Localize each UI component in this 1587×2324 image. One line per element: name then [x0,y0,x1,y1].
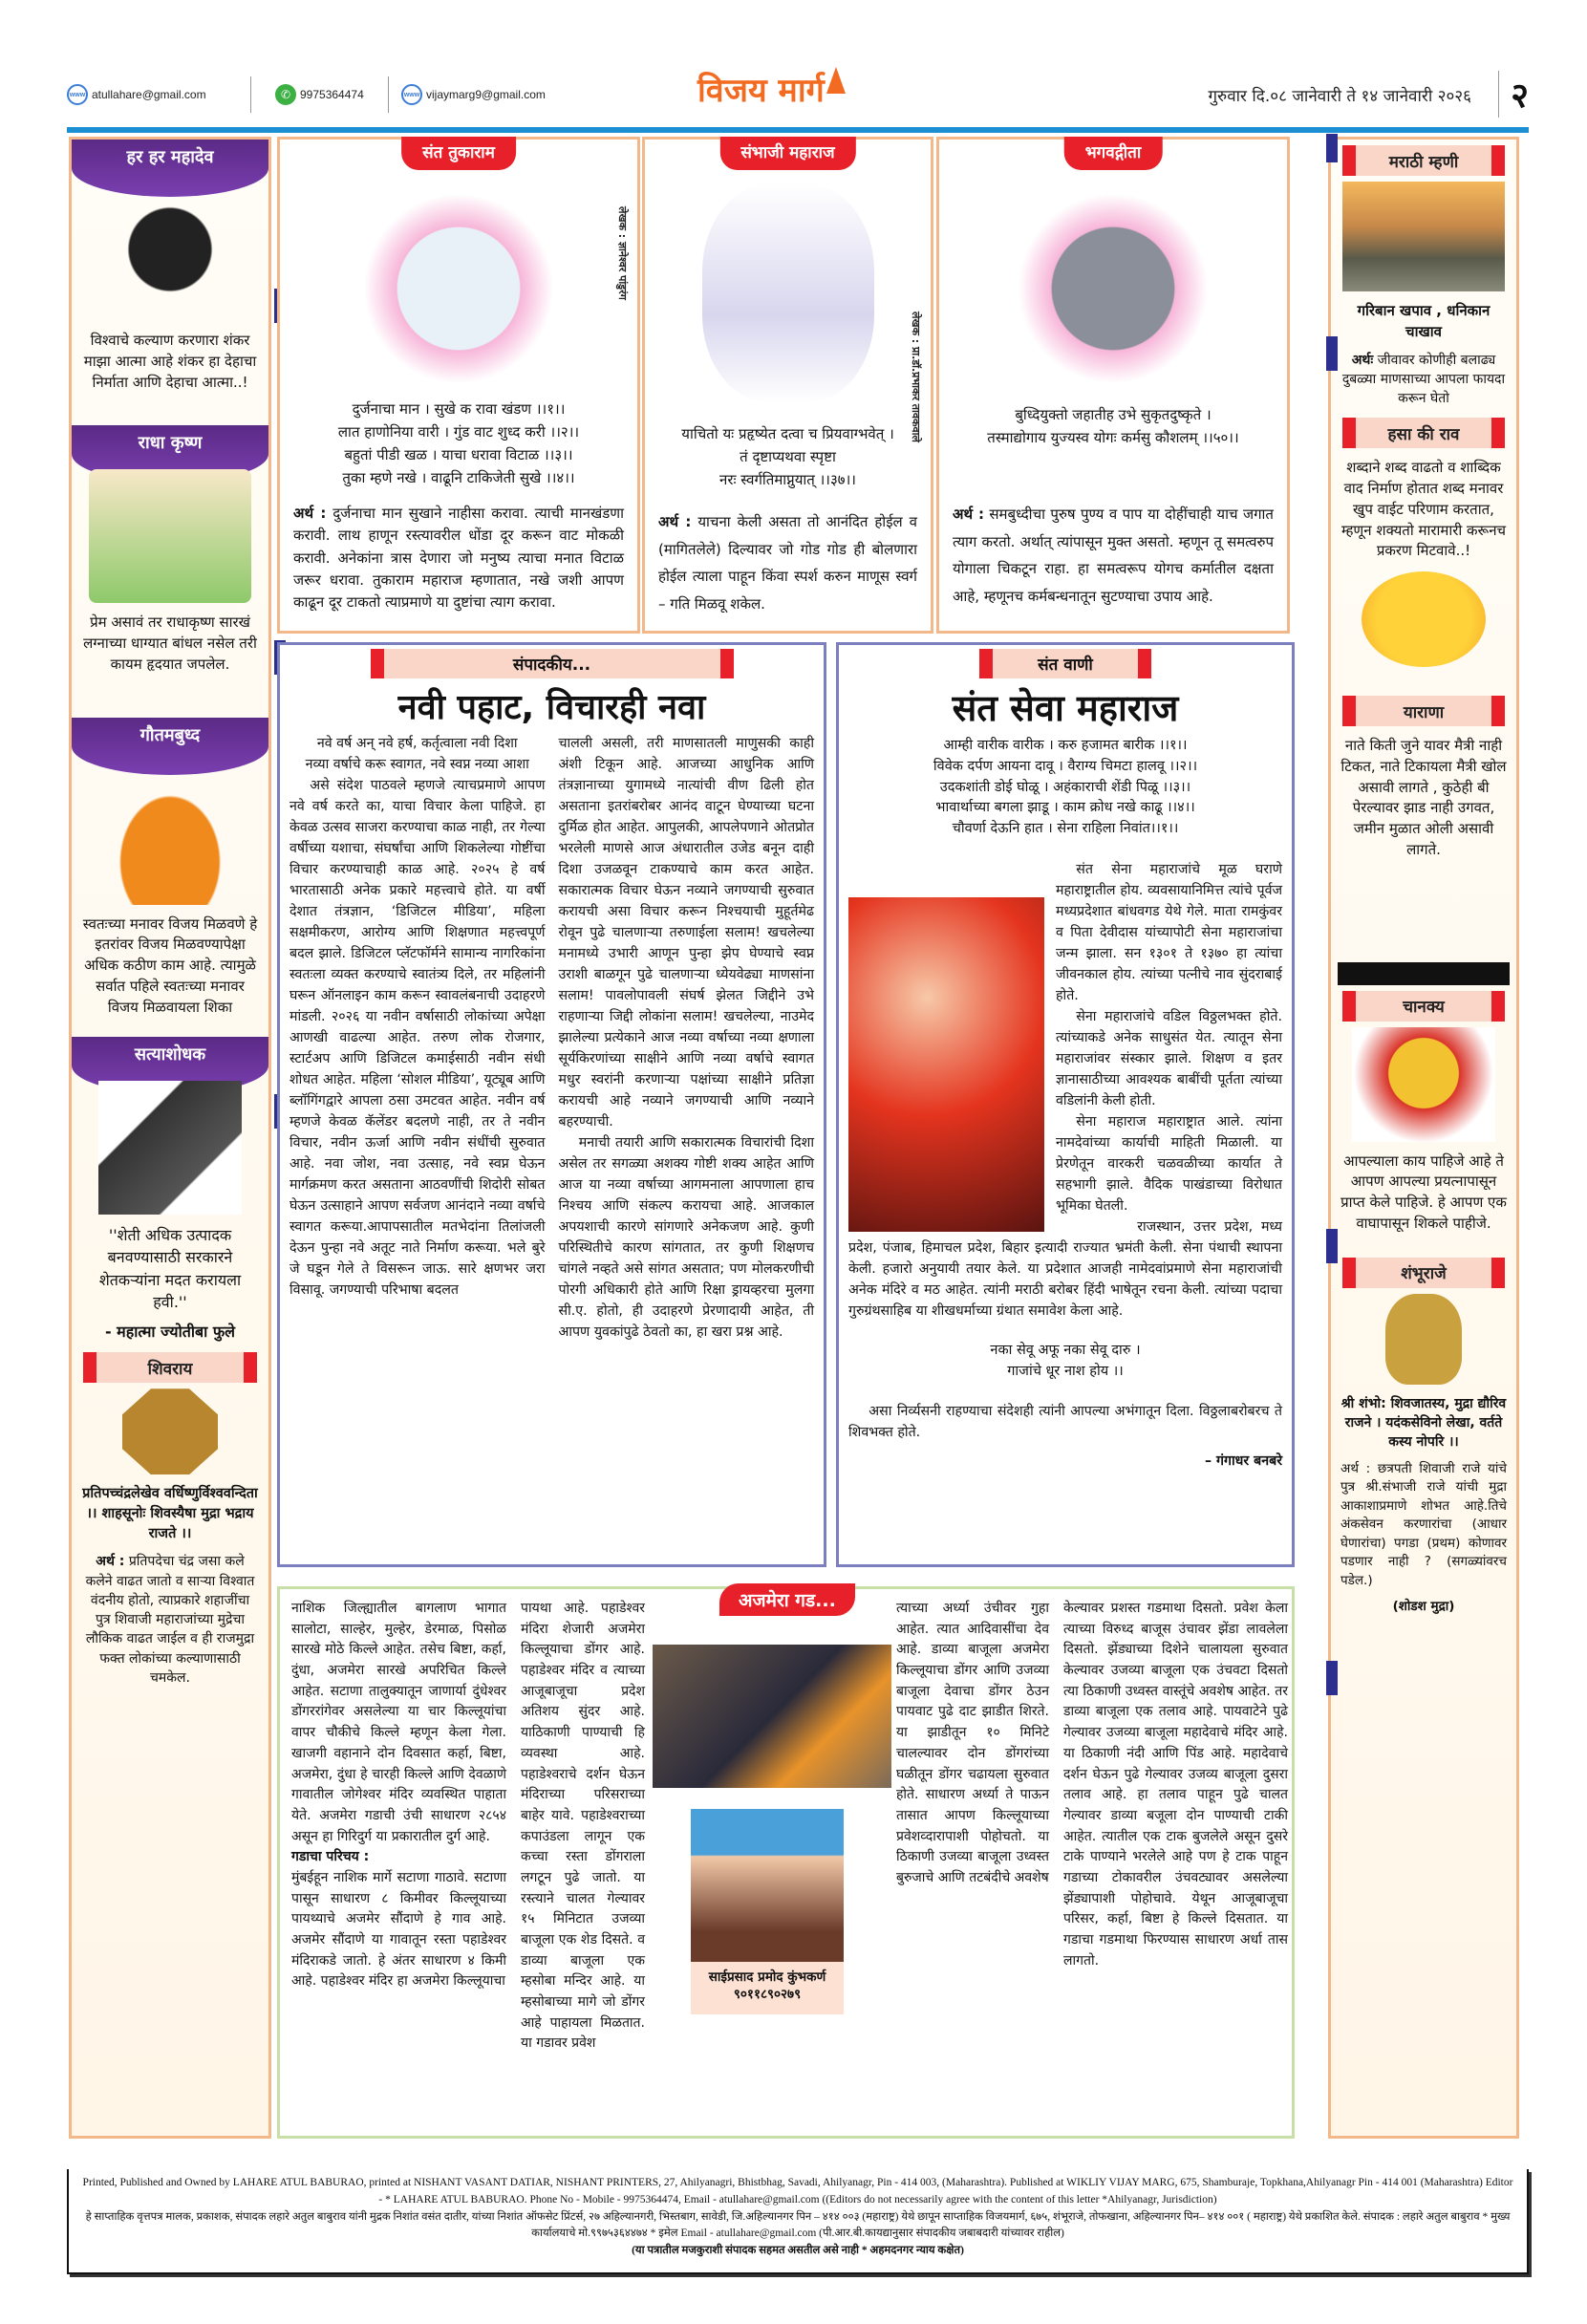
right-sidebar [1328,137,1519,2139]
article-title: नवी पहाट, विचारही नवा [397,688,706,727]
page-number: २ [1498,71,1529,118]
paragraph: नाशिक जिल्ह्यातील बागलाण भागात सालोटा, साल्हेर, मुल्हेर, डेरमाळ, पिसोळ सारखे मोठे किल्ले आहेत. तसेच बिष्टा, कर्हा, दुंधा, अजमेरा सारखे अपरिचित किल्ले आहेत. सटाणा तालुक्यातून जाणार्या दुंधेश्वर डोंगररांगेवर असलेल्या या चार किल्लूयांचा वापर चौकीचे किल्ले म्हणून केला गेला. खाजगी वहानाने दोन दिवसात कर्हा, बिष्टा, अजमेरा, दुंधा हे चारही किल्ले आणि देवळाणे गावातील जोगेश्वर मंदिर व्यवस्थित पाहाता येते. अजमेरा गडाची उंची साधारण २८५४ असून हा गिरिदुर्ग या प्रकारातील दुर्ग आहे. [291,1601,506,1844]
author-credit: लेखक : ज्ञानेश्वर पांडुरंग [616,206,629,300]
panel-title: याराणा [1342,696,1505,726]
meaning-label: अर्थ : [953,506,984,523]
column-marker [1326,336,1338,371]
sambhaji-box [642,137,933,634]
krishna-arjuna-image [1018,193,1209,384]
imprint-marathi: हे साप्ताहिक वृत्तपत्र मालक, प्रकाशक, संपादक लहारे अतुल बाबुराव यांनी मुद्रक निशांत वसंत दातीर, यांच्या निशांत ऑफसेट प्रिंटर्स, २७ अहिल्यानगरी, भिस्तबाग, सावेडी, जि.अहिल्यानगर पिन – ४१४ ००३ (महाराष्ट्र) येथे छापून साप्ताहिक विजयमार्ग, ६७५, शंभूराजे, तोफखाना, अहिल्यानगर पिन– ४१४ ००१ ( महाराष्ट्र) येथे प्रकाशित केले. संपादक : लहारे अतुल बाबुराव * मुख्य कार्यालयाचे मो.९९७५३६४४७४ * इमेल Email - atullahare@gmail.com (पी.आर.बी.कायद्यानुसार संपादकीय जबाबदारी यांच्यावर राहील) [85,2210,1511,2240]
column-marker [1326,1661,1338,1695]
paragraph: मुंबईहून नाशिक मार्गे सटाणा गाठावे. सटाणा पासून साधारण ८ किमीवर किल्लूयाच्या पायथ्याचे अजमेर सौंदाणे हे गाव आहे. अजमेर सौंदाणे या गावातून रस्ता पहाडेश्वर मंदिराकडे जातो. हे अंतर साधारण ४ किमी आहे. पहाडेश्वर मंदिर हा अजमेरा किल्लूयाचा [291,1869,506,1990]
www-globe-icon: www [401,84,422,105]
verse-line: लात हाणोनिया वारी । गुंड वाट शुध्द करी ।।२।। [337,423,580,441]
intro-line: नवे वर्ष अन् नवे हर्ष, कर्तृत्वाला नवी दिशा [316,736,518,751]
article-author: – गंगाधर बनबरे [1204,1453,1282,1470]
divider [250,76,251,113]
yarana-panel [1331,696,1516,985]
phone-contact[interactable] [275,84,364,105]
abhang-verses [280,398,637,489]
shloka [645,422,931,491]
panel-title: राधा कृष्ण [72,425,268,483]
author-caption [691,1962,844,2014]
sant-sena-image [848,897,1044,1232]
box-title: संभाजी महाराज [719,137,855,170]
verse-line: तुका म्हणे नखे । वाढूनि टाकिजेती सुखे ।।४।। [342,469,575,486]
chanakya-image [1352,1027,1495,1142]
verse-line: भावार्थाच्या बगला झाडू । काम क्रोध नखे काढू ।।४।। [935,800,1195,816]
panel-text: प्रेम असावं तर राधाकृष्ण सारखं लग्नाच्या धाग्यात बांधल नसेल तरी कायम हृदयात जपलेल. [83,613,257,673]
paragraph: केल्यावर प्रशस्त गडमाथा दिसतो. प्रवेश केला त्याच्या विरुध्द बाजूस उंचावर झेंडा लावलेला दिसतो. झेंड्याच्या दिशेने चालायला सुरुवात केल्यावर उजव्या बाजूला एक उंचवटा दिसतो त्या ठिकाणी उध्वस्त वास्तूंचे अवशेष आहेत. तर डाव्या बाजूला एक तलाव आहे. पायवाटेने पुढे गेल्यावर उजव्या बाजूला महादेवाचे मंदिर आहे. या ठिकाणी नंदी आणि पिंड आहे. महादेवाचे दर्शन घेऊन पुढे गेल्यावर उजव्य बाजूला दुसरा तलाव आहे. हा तलाव पाहून पुढे चालत गेल्यावर डाव्या बजूला दोन पाण्याची टाकी आहेत. त्यातील एक टाक बुजलेले असून दुसरे टाके पाण्याने भरलेले आहे पण हे टाक पाहून गडाच्या टोकावरील उंचवट्यावर असलेल्या झेंड्यापाशी पोहोचावे. येथून आजूबाजूचा परिसर, कर्हा, बिष्टा हे किल्ले दिसतात. या गडाचा गडमाथा फिरण्यास साधारण अर्धा तास लागतो. [1063,1601,1288,1969]
phule-image [98,1081,242,1215]
author-credit: लेखक : प्रा.डॉ.प्रभाकर तावकवाले [910,312,922,442]
panel-title: मराठी म्हणी [1342,145,1505,176]
verse-line: विवेक दर्पण आयना दावू । वैराग्य चिमटा हालवू ।।२।। [933,758,1198,774]
verse-line: उदकशांती डोई घोळू । अहंकाराची शेंडी पिळू ।।३।। [939,779,1191,795]
seal-verse: प्रतिपच्चंद्रलेखेव वर्धिष्णुर्विश्ववन्दिता ।। शाहसूनोः शिवस्यैषा मुद्रा भद्राय राजते ।। [82,1486,258,1542]
box-title: संत तुकाराम [401,137,516,170]
meaning-text: याचना केली असता तो आनंदित होईल व (मागितलेले) दिल्यावर जो गोड गोड ही बोलणारा होईल त्याला पाहून किंवा स्पर्श करुन माणूस स्वर्ग – गति मिळवू शकेल. [658,513,917,613]
intro-line: नव्या वर्षाचे करू स्वागत, नवे स्वप्न नव्या आशा [305,757,529,772]
tukaram-image [363,193,554,384]
email-contact[interactable] [67,84,206,105]
verse-line: याचितो यः प्रहृष्येत दत्वा च प्रियवाग्भवेत् । [681,425,894,442]
bullock-cart-image [1342,182,1505,291]
subheading: गडाचा परिचय : [291,1849,370,1865]
jumping-friends-image [1338,871,1510,985]
panel-title: हसा की राव [1342,418,1505,448]
panel-text: स्वतःच्या मनावर विजय मिळवणे हे इतरांवर विजय मिळवण्यापेक्षा अधिक कठीण काम आहे. त्यामुळे सर्वात पहिले स्वतःच्या मनावर विजय मिळवायला शिका [82,915,258,1016]
phone-number[interactable]: 9975364474 [300,88,364,101]
meaning-label: अर्थ : [658,513,692,530]
verse-line: तं दृष्टाप्यथवा स्पृष्टा [740,448,836,465]
section-label: संपादकीय... [371,649,734,678]
panel-text: विश्वाचे कल्याण करणारा शंकर माझा आत्मा आहे शंकर हा देहाचा निर्माता आणि देहाचा आत्मा..! [83,332,257,391]
meaning-text: समबुध्दीचा पुरुष पुण्य व पाप या दोहींचाही याच जगात त्याग करतो. अर्थात् त्यांपासून मुक्त असतो. म्हणून तू समत्वरुप योगाला चिकटून राहा. हा समत्वरूप योगच कर्मातील दक्षता आहे, म्हणूनच कर्मबन्धनातून सुटण्याचा उपाय आहे. [953,506,1274,605]
paragraph: त्याच्या अर्ध्या उंचीवर गुहा आहेत. त्यात आदिवासींचा देव आहे. डाव्या बाजूला अजमेरा किल्लूयाचा डोंगर आणि उजव्या बाजूला देवाचा डोंगर ठेउन पायवाट पुढे दाट झाडीत शिरते. या झाडीतून १० मिनिटे चालल्यावर दोन डोंगरांच्या घळीतून डोंगर चढायला सुरुवात होते. साधारण अर्ध्या ते पाऊन तासात आपण किल्लूयाच्या प्रवेशव्दारापाशी पोहोचतो. या ठिकाणी उजव्या बाजूला उध्वस्त बुरुजाचे आणि तटबंदीचे अवशेष [896,1601,1049,1885]
panel-title: शिवराय [83,1352,257,1383]
verse-line: तस्माद्योगाय युज्यस्व योगः कर्मसु कौशलम् ।।५०।। [987,429,1239,446]
verse-line: चौवर्णा देऊनि हात । सेना राहिला निवांत।।१।। [952,821,1179,836]
santvani-article [836,642,1295,1567]
proverb-meaning: जीवावर कोणीही बलाढ्य दुबळ्या माणसाच्या आपला फायदा करून घेतो [1341,352,1506,407]
mudra-meaning: अर्थ : छत्रपती शिवाजी राजे यांचे पुत्र श्री.संभाजी राजे यांची मुद्रा आकाशाप्रमाणे शोभत आहे.तिचे अंकसेवन करणारांचा (आधार घेणारांचा) पगडा (प्रथम) कोणावर पडणार नाही ? (सगळ्यांवरच पडेल.) [1340,1460,1507,1588]
seal-meaning: प्रतिपदेचा चंद्र जसा कले कलेने वाढत जातो व साऱ्या विश्वात वंदनीय होतो, त्याप्रकारे शहाजींचा पुत्र शिवाजी महाराजांच्या मुद्रेचा लौकिक वाढत जाईल व ही राजमुद्रा फक्त लोकांच्या कल्याणासाठी चमकेल. [85,1554,255,1687]
paragraph: असे संदेश पाठवले म्हणजे त्याचप्रमाणे आपण नवे वर्ष करते का, याचा विचार केला पाहिजे. हा केवळ उत्सव साजरा करण्याचा काळ नाही, तर गेल्या वर्षीच्या यशाचा, संघर्षांचा आणि शिकलेल्या गोष्टींचा विचार करण्याचाही काळ आहे. २०२५ हे वर्ष भारतासाठी अनेक प्रकारे महत्त्वाचे होते. या वर्षी देशात तंत्रज्ञान, ‘डिजिटल मीडिया’, महिला सक्षमीकरण, आरोग्य आणि शिक्षणात महत्त्वपूर्ण बदल झाले. डिजिटल प्लॅटफॉर्मने सामान्य नागरिकांना स्वतःला व्यक्त करण्याचे स्वातंत्र्य दिले, तर महिलांनी घरून ऑनलाइन काम करून स्वावलंबनाची उदाहरणे मांडली. २०२६ या नवीन वर्षासाठी लोकांच्या अपेक्षा आणखी वाढल्या आहेत. तरुण लोक रोजगार, स्टार्टअप आणि डिजिटल कमाईसाठी नवीन संधी शोधत आहेत. महिला ‘सोशल मीडिया’, यूट्यूब आणि ब्लॉगिंगद्वारे आपला ठसा उमटवत आहेत. नवीन वर्ष म्हणजे केवळ कॅलेंडर बदलणे नाही, तर ते नवीन विचार, नवीन ऊर्जा आणि नवीन संधींची सुरुवात आहे. नवा जोश, नवा उत्साह, नवे स्वप्न घेऊन मार्गक्रमण करत असताना आठवणींची शिदोरी सोबत घेऊन उत्साहाने आपण सर्वजण आनंदाने नव्या वर्षाचे स्वागत करूया.आपापसातील मतभेदांना तिलांजली देऊन पुन्हा नवे अतूट नाते निर्माण करूया. भले बुरे जे घडून गेले ते विसरून जाऊ. सारे क्षणभर जरा विसावू. जगण्याची परिभाषा बदलत [290,778,546,1298]
chanakya-quote: आपल्याला काय पाहिजे आहे ते आपण आपल्या प्रयत्नापासून प्राप्त केले पाहिजे. हे आपण एक वाघापासून शिकले पाहीजे. [1340,1151,1507,1232]
email-1[interactable]: atullahare@gmail.com [92,88,206,101]
panel-title: गौतमबुध्द [72,718,268,775]
mudra-tag: (शोडश मुद्रा) [1392,1599,1455,1615]
rajmudra-image [122,1388,218,1474]
author-phone: ९०११८९०२७९ [733,1987,802,2002]
verse-line: बुध्दियुक्तो जहातीह उभे सुकृतदुष्कृते । [1015,406,1212,423]
laughing-emoji-image [1362,571,1486,667]
buddha-image [94,762,247,905]
verse-line: नका सेवू अफू नका सेवू दारु । [990,1342,1141,1358]
panel-title: शंभूराजे [1342,1258,1505,1288]
gita-box [936,137,1290,634]
quote-author: - महात्मा ज्योतीबा फुले [104,1323,236,1341]
joke-text: शब्दाने शब्द वाढतो व शाब्दिक वाद निर्माण होतात शब्द मनावर खुप वाईट परिणाम करतात, म्हणून शक्यतो मारामारी करूनच प्रकरण मिटवावे..! [1340,459,1507,560]
friendship-text: नाते किती जुने यावर मैत्री नाही टिकत, नाते टिकायला मैत्री खोल असावी लागते , कुठेही बी पेरल्यावर झाड नाही उगवत, जमीन मुळात ओली असावी लागते. [1340,737,1507,858]
panel-title: हर हर महादेव [72,140,268,197]
radhakrishna-panel [72,425,268,678]
paragraph: राजस्थान, उत्तर प्रदेश, मध्य प्रदेश, पंजाब, हिमाचल प्रदेश, बिहार इत्यादी राज्यात भ्रमंती केली. सेना पंथाची स्थापना केली. हजारो अनुयायी तयार केले. या प्रदेशात आजही नामेदवांप्रमाणे सेना महाराजांची अनेक मंदिरे व मठ आहेत. त्यांनी मराठी बरोबर हिंदी भाषेतून रचना केली. त्यांच्या पदाचा गुरुग्रंथसाहिब या शीखधर्माच्या ग्रंथात समावेश केला आहे. [848,1218,1282,1319]
paragraph: सेना महाराज महाराष्ट्रात आले. त्यांना नामदेवांच्या कार्याची माहिती मिळाली. या प्रेरणेतून वारकरी चळवळीच्या कार्यात ते सहभागी झाले. वैदिक पाखंडाच्या विरोधात भूमिका घेतली. [1056,1113,1282,1214]
ajmera-col-3 [896,1599,1049,1889]
hasa-panel [1331,418,1516,667]
disclaimer: (या पत्रातील मजकुराशी संपादक सहमत असतील असे नाही * अहमदनगर न्याय कक्षेत) [632,2245,964,2257]
www-globe-icon: www [67,84,88,105]
section-label: संत वाणी [979,649,1151,678]
verse-line: दुर्जनाचा मान । सुखे क रावा खंडण ।।१।। [352,400,566,418]
tukaram-box [277,137,640,634]
meaning-text: दुर्जनाचा मान सुखाने नाहीसा करावा. त्याची मानखंडणा करावी. लाथ हाणून रस्त्यावरील धोंडा दूर करून वाट मोकळी करावी. अनेकांना त्रास देणारा जो मनुष्य त्याचा मनात विटाळ जरूर धरावा. तुकाराम महाराज म्हणातात, नखे जशी आपण काढून दूर टाकतो त्याप्रमाणे या दुष्टांचा त्याग करावा. [293,505,624,611]
abhang [839,736,1292,840]
ajmera-col-1 [291,1599,506,1992]
flag-icon [826,67,846,94]
paragraph: पायथा आहे. पहाडेश्वर मंदिरा शेजारी अजमेरा किल्लूयाचा डोंगर आहे. पहाडेश्वर मंदिर व त्याच्या आजूबाजूचा प्रदेश अतिशय सुंदर आहे. याठिकाणी पाण्याची हि व्यवस्था आहे. पहाडेश्वराचे दर्शन घेऊन मंदिराच्या परिसराच्या बाहेर यावे. पहाडेश्वराच्या कपाउंडला लागून एक कच्चा रस्ता डोंगराला लगटून पुढे जातो. या रस्त्याने चालत गेल्यावर १५ मिनिटात उजव्या बाजूला एक शेड दिसते. व डाव्या बाजूला एक म्हसोबा मन्दिर आहे. या म्हसोबाच्या मागे जो डोंगर आहे पाहायला मिळतात. या गडावर प्रवेश [521,1601,645,2052]
imprint-footer [67,2169,1529,2274]
masthead [67,67,1529,134]
shambhuraje-panel [1331,1258,1516,1621]
article-title: संत सेवा महाराज [952,687,1179,729]
column-marker [1326,1229,1338,1263]
couplet [848,1341,1282,1383]
newspaper-logo [697,67,847,111]
santvani-body [839,859,1292,1473]
email-2[interactable]: vijaymarg9@gmail.com [426,88,546,101]
chanakya-panel [1331,991,1516,1238]
paragraph: संत सेना महाराजांचे मूळ घराणे महाराष्ट्रातील होय. व्यवसायानिमित्त त्यांचे पूर्वज मध्यप्रदेशात बांधवगड येथे गेले. माता रामकुंवर व पिता देवीदास यांच्यापोटी सेना महाराजांचा जन्म झाला. सन १३०१ ते १३७० हा त्यांचा जीवनकाल होय. त्यांच्या पत्नीचे नाव सुंदराबाई होते. [1056,861,1282,1003]
shivray-panel [72,1352,268,1691]
paragraph: चालली असली, तरी माणसातली माणुसकी काही अंशी टिकून आहे. आजच्या आधुनिक आणि तंत्रज्ञानाच्या युगामध्ये नात्यांची वीण ढिली होत असताना इतरांबरोबर आनंद वाटून घेण्याच्या घटना दुर्मिळ होत आहेत. आपुलकी, आपलेपणाने ओतप्रोत भरलेली माणसे आज अंधारातील उजेड बनून दाही दिशा उजळवून टाकण्याचे काम करत आहेत. सकारात्मक विचार घेऊन नव्याने जगण्याची सुरुवात करायची असा विचार करून निश्चयाची मुहूर्तमेढ रोवून पुढे चालणाऱ्या तरुणाईला सलाम! खचलेल्या मनामध्ये उभारी आणून पुन्हा झेप घेण्याचे स्वप्न उराशी बाळगून पुढे चालणाऱ्या ध्येयवेढ्या माणसांना सलाम! पावलोपावली संघर्ष झेलत जिद्दीने उभे राहणाऱ्या जिद्दी लोकांना सलाम! खचलेल्या, नाउमेद झालेल्या प्रत्येकाने आज नव्या वर्षाच्या नव्या क्षणाला सूर्यकिरणांच्या साक्षीने आणि नव्या वर्षाचे स्वागत मधुर स्वरांनी करणाऱ्या पक्षांच्या साक्षीने प्रतिज्ञा करायची आहे नव्याने जगण्याची आणि नव्याने बहरण्याची. [558,736,814,1130]
header-rule [67,127,1529,133]
whatsapp-icon: ✆ [275,84,296,105]
fort-model-image [653,1645,891,1788]
krishna-image [89,469,251,603]
quote-text: ''शेती अधिक उत्पादक बनवण्यासाठी सरकारने शेतकऱ्यांना मदत करायला हवी.'' [98,1226,242,1311]
left-sidebar [69,137,271,2139]
column-marker [1326,134,1338,162]
imprint-english: Printed, Published and Owned by LAHARE ATUL BABURAO, printed at NISHANT VASANT DATIAR, NISHANT PRINTERS, 27, Ahilyanagri, Bhistbhag, Savadi, Ahilyanagr, Pin - 414 003, (Maharashtra). Published at WIKLIY VIJAY MARG, 675, Shamburaje, Topkhana,Ahilyanagr Pin - 414 001 (Maharashtra) Editor - * LAHARE ATUL BABURAO. Phone No - Mobile - 9975364474, Email - atullahare@gmail.com ((Editors do not necessarily agree with the content of this letter *Ahilyanagr, Jurisdiction) [82,2177,1513,2206]
paragraph: मनाची तयारी आणि सकारात्मक विचारांची दिशा असेल तर सगळ्या अशक्य गोष्टी शक्य आहेत आणि आज या नव्या वर्षाच्या आगमनाला आपणाला हाच निश्चय आणि संकल्प करायचा आहे. आजकाल अपयशाची कारणे सांगणारे अनेकजण आहे. कुणी परिस्थितीचे कारण सांगतात, तर कुणी शिक्षणच चांगले नव्हते असे सांगत असतात; पण मोलकरणीची पोरगी अधिकारी होते आणि रिक्षा ड्रायव्हरचा मुलगा सी.ए. होतो, ही उदाहरणे प्रेरणादायी आहेत, ती आपण युवकांपुढे ठेवतो का, हा खरा प्रश्न आहे. [558,1135,814,1340]
mudra-verse: श्री शंभो: शिवजातस्य, मुद्रा द्यौरिव राजने । यदंकसेविनो लेखा, वर्तते कस्य नोपरि ।। [1340,1395,1507,1451]
article-title: अजमेरा गड... [719,1583,855,1616]
meaning-label: अर्थ : [96,1554,125,1570]
verse-line: बहुतां पीडी खळ । याचा धरावा विटाळ ।।३।। [344,446,573,463]
paragraph: सेना महाराजांचे वडिल विठ्ठलभक्त होते. त्यांच्याकडे अनेक साधुसंत येत. त्यातून सेना महाराजांवर संस्कार झाले. शिक्षण व इतर ज्ञानासाठीच्या आवश्यक बाबींची पूर्तता त्यांच्या वडिलांनी केली होती. [1056,1008,1282,1108]
ajmera-col-4 [1063,1599,1288,1971]
meaning-label: अर्थ : [293,505,327,522]
mhani-panel [1331,145,1516,412]
verse-line: नरः स्वर्गतिमाप्नुयात् ।।३७।। [719,471,856,488]
author-name: साईप्रसाद प्रमोद कुंभकर्ण [708,1969,826,1985]
box-title: भगवद्गीता [1064,137,1163,170]
email-contact-2[interactable] [401,84,546,105]
verse-line: आम्ही वारीक वारीक । करु हजामत बारीक ।।१।। [943,738,1188,753]
shiva-image [98,178,242,321]
divider [388,76,389,113]
sambhaji-mudra-image [1385,1294,1462,1385]
verse-line: गाजांचे धूर नाश होय ।। [1007,1363,1124,1379]
issue-date: गुरुवार दि.०८ जानेवारी ते १४ जानेवारी २०२६ [1208,87,1471,106]
editorial-col-2 [559,733,815,1343]
panel-title: सत्याशोधक [72,1037,268,1094]
ajmera-article [277,1586,1295,2139]
logo-text: विजय मार्ग [697,72,825,110]
ajmera-col-2 [521,1599,645,2055]
editorial-col-1 [290,733,546,1343]
editorial-article [277,642,826,1567]
paragraph: असा निर्व्यसनी राहण्याचा संदेशही त्यांनी आपल्या अभंगातून दिला. विठ्ठलाबरोबरच ते शिवभक्त होते. [848,1404,1282,1441]
meaning-label: अर्थः [1351,352,1374,368]
satyashodhak-panel [72,1037,268,1346]
proverb: गरिबान खपाव , धनिकान चाखाव [1357,302,1490,340]
panel-title: चानक्य [1342,991,1505,1022]
buddha-panel [72,718,268,1022]
shloka [939,403,1287,449]
sambhaji-image [702,183,874,403]
author-photo [691,1809,844,1962]
mahadev-panel [72,140,268,397]
